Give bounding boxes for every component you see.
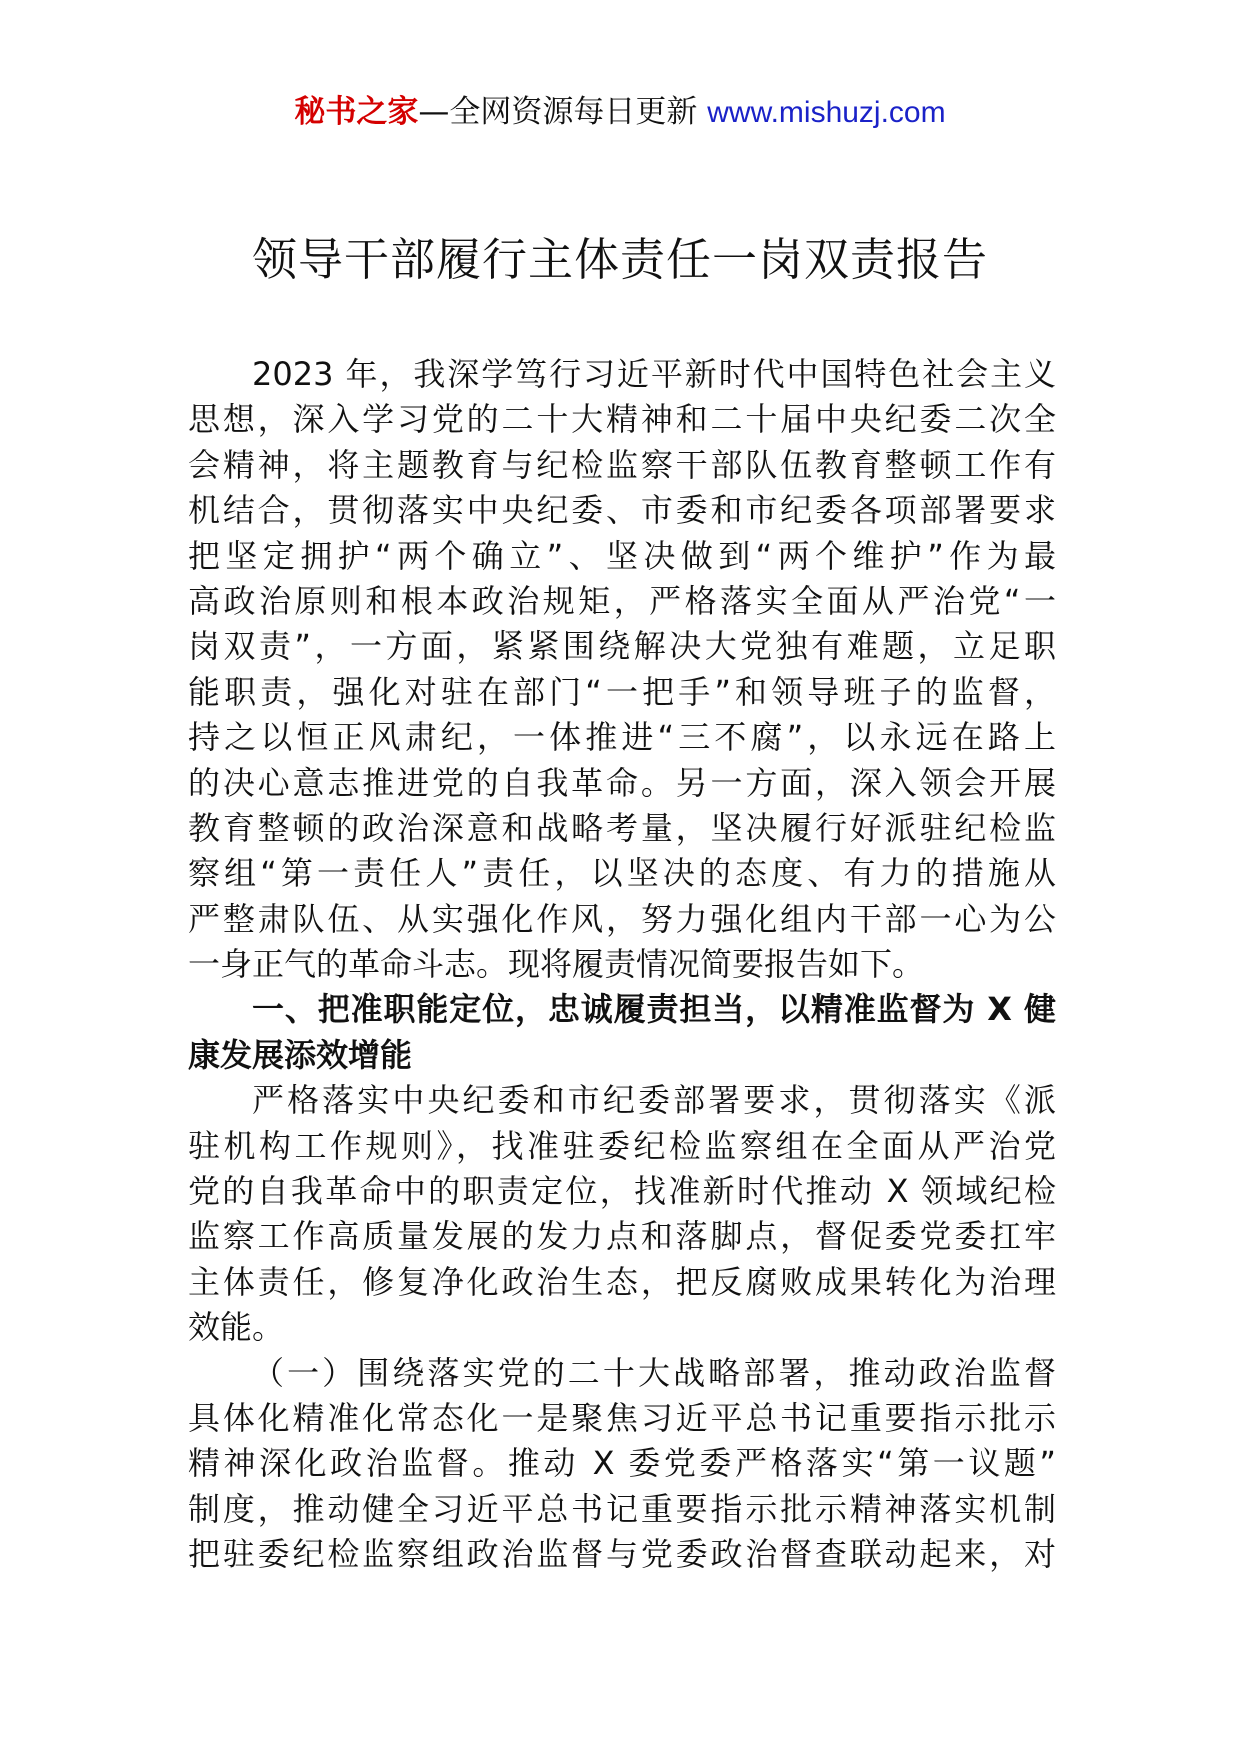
paragraph-line: 效能。 <box>188 1308 285 1347</box>
paragraph-line: 主体责任，修复净化政治生态，把反腐败成果转化为治理 <box>188 1262 1056 1301</box>
paragraph-line: 教育整顿的政治深意和战略考量，坚决履行好派驻纪检监 <box>188 808 1056 847</box>
paragraph-line: 制度，推动健全习近平总书记重要指示批示精神落实机制 <box>188 1489 1056 1528</box>
paragraph-line: 驻机构工作规则》，找准驻委纪检监察组在全面从严治党 <box>188 1126 1056 1165</box>
document-title: 领导干部履行主体责任一岗双责报告 <box>251 233 988 286</box>
paragraph-line: 党的自我革命中的职责定位，找准新时代推动 X 领域纪检 <box>188 1172 1056 1211</box>
paragraph-line: 严整肃队伍、从实强化作风，努力强化组内干部一心为公 <box>188 899 1056 938</box>
site-header <box>0 92 1240 133</box>
paragraph-line: 精神深化政治监督。推动 X 委党委严格落实“第一议题” <box>188 1444 1056 1483</box>
paragraph-line: （一）围绕落实党的二十大战略部署，推动政治监督 <box>252 1353 1056 1392</box>
paragraph-line: 的决心意志推进党的自我革命。另一方面，深入领会开展 <box>188 763 1056 802</box>
paragraph-line: 思想，深入学习党的二十大精神和二十届中央纪委二次全 <box>188 400 1056 439</box>
paragraph-line: 高政治原则和根本政治规矩，严格落实全面从严治党“一 <box>188 581 1056 620</box>
paragraph-line: 岗双责”，一方面，紧紧围绕解决大党独有难题，立足职 <box>188 627 1056 666</box>
paragraph-line: 一身正气的革命斗志。现将履责情况简要报告如下。 <box>188 945 925 984</box>
paragraph-line: 能职责，强化对驻在部门“一把手”和领导班子的监督， <box>188 672 1056 711</box>
header-slogan: —全网资源每日更新 <box>418 94 698 130</box>
section-heading-line: 康发展添效增能 <box>188 1035 413 1074</box>
paragraph-line: 察组“第一责任人”责任，以坚决的态度、有力的措施从 <box>188 854 1056 893</box>
paragraph-line: 会精神，将主题教育与纪检监察干部队伍教育整顿工作有 <box>188 445 1056 484</box>
paragraph-line: 持之以恒正风肃纪，一体推进“三不腐”，以永远在路上 <box>188 718 1056 757</box>
site-url-link[interactable]: www.mishuzj.com <box>707 96 946 129</box>
brand-name: 秘书之家 <box>294 94 419 130</box>
paragraph-line: 2023 年，我深学笃行习近平新时代中国特色社会主义 <box>252 355 1056 393</box>
paragraph-line: 把驻委纪检监察组政治监督与党委政治督查联动起来，对 <box>188 1535 1056 1574</box>
paragraph-line: 机结合，贯彻落实中央纪委、市委和市纪委各项部署要求 <box>188 491 1056 530</box>
section-heading-line: 一、把准职能定位，忠诚履责担当，以精准监督为 X 健 <box>252 990 1056 1029</box>
paragraph-line: 具体化精准化常态化一是聚焦习近平总书记重要指示批示 <box>188 1398 1056 1437</box>
document-body <box>188 352 1056 1578</box>
paragraph-line: 严格落实中央纪委和市纪委部署要求，贯彻落实《派 <box>252 1081 1056 1120</box>
paragraph-line: 监察工作高质量发展的发力点和落脚点，督促委党委扛牢 <box>188 1217 1056 1256</box>
paragraph-line: 把坚定拥护“两个确立”、坚决做到“两个维护”作为最 <box>188 536 1056 575</box>
